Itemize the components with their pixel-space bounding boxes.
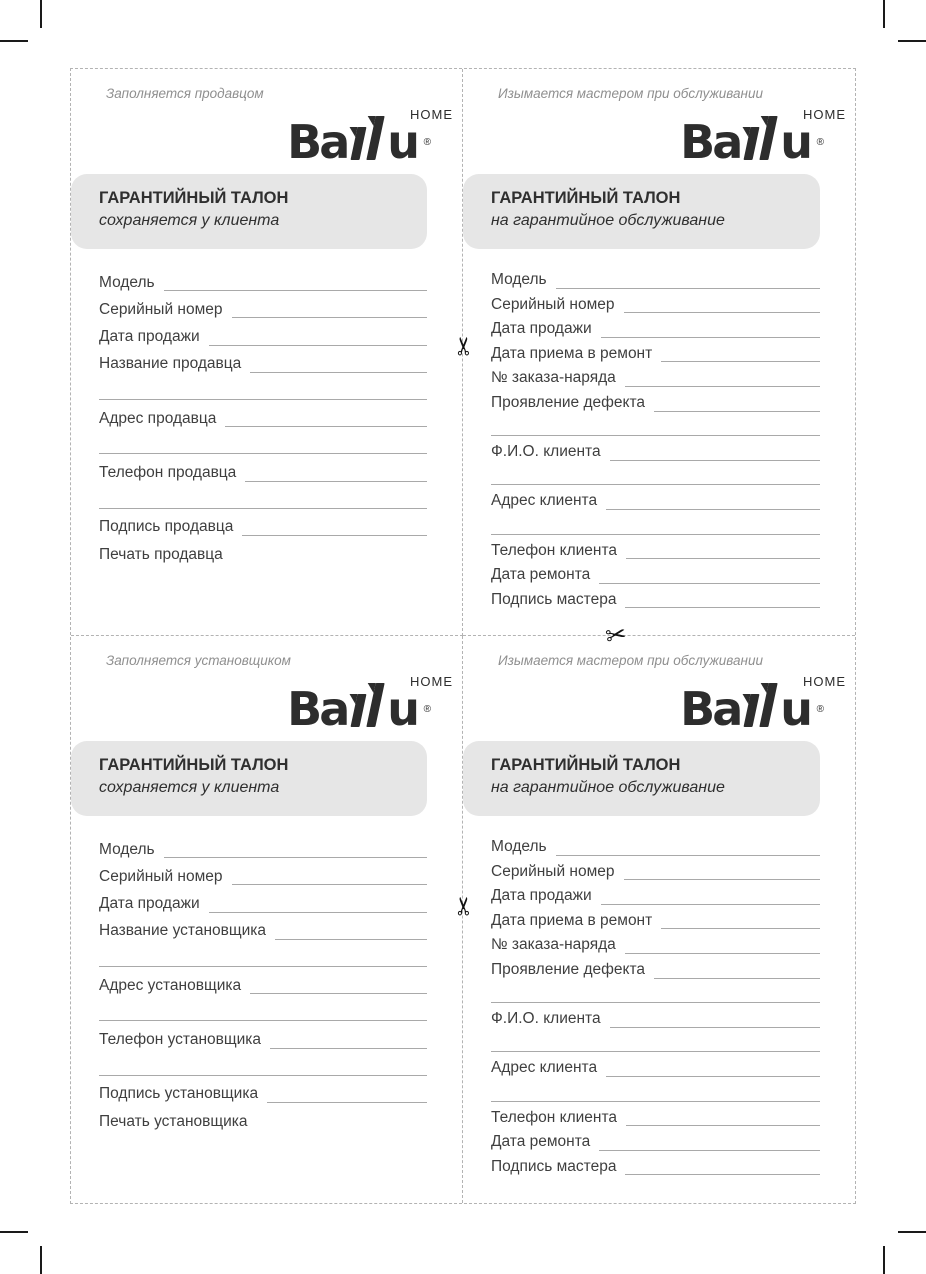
blank-write-line-row [491, 412, 820, 437]
field-label: № заказа-наряда [491, 936, 616, 954]
form-field-row [99, 913, 427, 940]
blank-write-line-row [491, 1077, 820, 1102]
field-label: Телефон установщика [99, 1031, 262, 1048]
card-title-box [463, 741, 820, 816]
field-label: Название продавца [99, 355, 242, 373]
field-label: Печать продавца [99, 545, 223, 563]
blank-write-line-row [491, 510, 820, 535]
warranty-card-service-top [463, 69, 855, 636]
field-label: Телефон клиента [491, 541, 617, 559]
field-label: Дата приема в ремонт [491, 344, 653, 362]
crop-mark-bottom-left-v [40, 1246, 42, 1274]
logo-stroke-icon [760, 116, 778, 160]
logo-text-u: u [780, 115, 810, 170]
write-in-line [626, 1105, 820, 1126]
field-label: Адрес установщика [99, 976, 242, 994]
form-field-row [491, 1003, 820, 1028]
write-in-line [275, 919, 427, 940]
ballu-logo [287, 106, 453, 170]
field-label: Телефон продавца [99, 464, 237, 481]
form-field-row [491, 289, 820, 314]
form-fields [99, 831, 427, 1130]
field-label: Серийный номер [491, 295, 615, 313]
form-field-row [99, 509, 427, 536]
write-in-line [661, 908, 820, 929]
write-in-line [164, 270, 427, 291]
write-in-line [99, 1008, 427, 1021]
form-field-row [491, 485, 820, 510]
field-label: Подпись мастера [491, 1157, 617, 1175]
field-label: Дата продажи [99, 328, 200, 346]
blank-write-line-row [491, 1028, 820, 1053]
card-subtitle: на гарантийное обслуживание [491, 779, 725, 796]
logo-stroke-icon [351, 127, 367, 160]
card-title: ГАРАНТИЙНЫЙ ТАЛОН [491, 189, 681, 207]
logo-stroke-icon [744, 127, 760, 160]
form-field-row [99, 885, 427, 912]
write-in-line [606, 1056, 820, 1077]
write-in-line [624, 859, 821, 880]
write-in-line [242, 515, 427, 536]
write-in-line [654, 391, 820, 412]
scissors-icon: ✂ [449, 335, 479, 357]
form-fields [99, 264, 427, 563]
form-field-row [99, 1021, 427, 1048]
form-fields [491, 264, 820, 608]
fill-note: Заполняется продавцом [106, 86, 264, 101]
form-field-row [491, 905, 820, 930]
form-field-row [491, 929, 820, 954]
write-in-line [601, 317, 820, 338]
fill-note: Заполняется установщиком [106, 653, 291, 668]
form-field-row [99, 400, 427, 427]
field-label: Дата продажи [491, 320, 592, 338]
field-label: Модель [99, 273, 155, 291]
write-in-line [654, 958, 820, 979]
write-in-line [625, 587, 820, 608]
card-subtitle: сохраняется у клиента [99, 779, 280, 796]
write-in-line [232, 864, 428, 885]
form-field-row [491, 954, 820, 979]
form-field-row [99, 858, 427, 885]
field-label: Адрес продавца [99, 409, 217, 427]
logo-home-label: HOME [410, 107, 453, 122]
write-in-line [99, 954, 427, 967]
write-in-line [225, 406, 427, 427]
field-label: Серийный номер [491, 862, 615, 880]
field-label: Проявление дефекта [491, 961, 646, 979]
card-subtitle: сохраняется у клиента [99, 212, 280, 229]
logo-text-ba: Ba [680, 682, 741, 737]
logo-stroke-icon [760, 683, 778, 727]
write-in-line [491, 990, 820, 1003]
crop-mark-top-left-h [0, 40, 28, 42]
crop-mark-bottom-right-h [898, 1231, 926, 1233]
card-subtitle: на гарантийное обслуживание [491, 212, 725, 229]
form-field-row [99, 291, 427, 318]
field-label: Дата продажи [491, 887, 592, 905]
blank-write-line-row [99, 994, 427, 1021]
write-in-line [610, 1007, 820, 1028]
write-in-line [491, 423, 820, 436]
field-label: Подпись установщика [99, 1085, 259, 1103]
logo-stroke-icon [744, 694, 760, 727]
field-label: Серийный номер [99, 867, 223, 885]
registered-trademark-icon: ® [816, 704, 824, 715]
form-field-row [491, 1052, 820, 1077]
field-label: Печать установщика [99, 1112, 248, 1130]
write-in-line [491, 1039, 820, 1052]
registered-trademark-icon: ® [423, 704, 431, 715]
field-label: Дата приема в ремонт [491, 911, 653, 929]
field-label: Модель [491, 271, 547, 289]
write-in-line [99, 1063, 427, 1076]
form-field-row [491, 436, 820, 461]
card-title-box [463, 174, 820, 249]
field-label: Модель [491, 838, 547, 856]
scissors-icon: ✂ [449, 895, 479, 917]
write-in-line [250, 352, 427, 373]
field-label: Название установщика [99, 922, 267, 940]
write-in-line [599, 1130, 820, 1151]
logo-text-u: u [387, 115, 417, 170]
field-label: № заказа-наряда [491, 369, 616, 387]
card-title-box [71, 741, 427, 816]
write-in-line [250, 973, 427, 994]
logo-text-ba: Ba [680, 115, 741, 170]
ballu-logo [287, 673, 453, 737]
field-label: Дата ремонта [491, 566, 591, 584]
form-field-row [99, 454, 427, 481]
write-in-line [606, 489, 820, 510]
logo-stroke-icon [367, 116, 385, 160]
card-title: ГАРАНТИЙНЫЙ ТАЛОН [491, 756, 681, 774]
form-field-row [99, 1076, 427, 1103]
field-label: Ф.И.О. клиента [491, 443, 601, 461]
logo-home-label: HOME [803, 674, 846, 689]
field-label: Подпись продавца [99, 518, 234, 536]
field-label: Модель [99, 840, 155, 858]
field-label: Ф.И.О. клиента [491, 1010, 601, 1028]
field-label: Дата ремонта [491, 1133, 591, 1151]
write-in-line [625, 366, 820, 387]
logo-text-ba: Ba [287, 115, 348, 170]
crop-mark-bottom-right-v [883, 1246, 885, 1274]
crop-mark-top-left-v [40, 0, 42, 28]
ballu-logo [680, 673, 846, 737]
write-in-line [610, 440, 820, 461]
form-field-row [99, 967, 427, 994]
form-field-row [491, 559, 820, 584]
blank-write-line-row [99, 1049, 427, 1076]
form-field-row [491, 856, 820, 881]
logo-text-u: u [780, 682, 810, 737]
registered-trademark-icon: ® [423, 137, 431, 148]
write-in-line [556, 268, 820, 289]
form-field-row [491, 880, 820, 905]
write-in-line [270, 1028, 427, 1049]
write-in-line [164, 837, 427, 858]
blank-write-line-row [99, 940, 427, 967]
field-label: Дата продажи [99, 895, 200, 913]
write-in-line [209, 892, 427, 913]
logo-stroke-icon [351, 694, 367, 727]
blank-write-line-row [491, 461, 820, 486]
field-label: Проявление дефекта [491, 394, 646, 412]
form-field-row [491, 1102, 820, 1127]
form-field-row [99, 318, 427, 345]
write-in-line [661, 341, 820, 362]
field-label: Телефон клиента [491, 1108, 617, 1126]
fill-note: Изымается мастером при обслуживании [498, 86, 763, 101]
logo-stroke-icon [367, 683, 385, 727]
form-field-row [491, 313, 820, 338]
form-field-row [491, 535, 820, 560]
cut-out-sheet [70, 68, 856, 1204]
form-field-row [491, 1151, 820, 1176]
logo-home-label: HOME [410, 674, 453, 689]
form-field-row [491, 264, 820, 289]
write-in-line [625, 1154, 820, 1175]
field-label: Адрес клиента [491, 1059, 598, 1077]
write-in-line [245, 461, 427, 482]
write-in-line [491, 472, 820, 485]
crop-mark-top-right-v [883, 0, 885, 28]
write-in-line [625, 933, 820, 954]
fill-note: Изымается мастером при обслуживании [498, 653, 763, 668]
warranty-card-installer [71, 636, 463, 1203]
write-in-line [599, 563, 820, 584]
write-in-line [491, 522, 820, 535]
form-field-row [99, 831, 427, 858]
write-in-line [626, 538, 820, 559]
write-in-line [624, 292, 821, 313]
write-in-line [601, 884, 820, 905]
form-field-row [99, 536, 427, 563]
card-title-box [71, 174, 427, 249]
form-field-row [99, 1103, 427, 1130]
write-in-line [99, 441, 427, 454]
form-field-row [491, 584, 820, 609]
warranty-card-service-bottom [463, 636, 855, 1203]
registered-trademark-icon: ® [816, 137, 824, 148]
card-title: ГАРАНТИЙНЫЙ ТАЛОН [99, 756, 289, 774]
form-field-row [491, 338, 820, 363]
form-field-row [491, 831, 820, 856]
ballu-logo [680, 106, 846, 170]
blank-write-line-row [99, 482, 427, 509]
write-in-line [99, 387, 427, 400]
write-in-line [267, 1082, 427, 1103]
scissors-icon: ✂ [603, 618, 629, 652]
write-in-line [99, 496, 427, 509]
crop-mark-top-right-h [898, 40, 926, 42]
warranty-card-seller [71, 69, 463, 636]
form-field-row [99, 346, 427, 373]
write-in-line [232, 297, 428, 318]
blank-write-line-row [99, 427, 427, 454]
logo-text-ba: Ba [287, 682, 348, 737]
field-label: Адрес клиента [491, 492, 598, 510]
write-in-line [491, 1089, 820, 1102]
form-field-row [99, 264, 427, 291]
card-title: ГАРАНТИЙНЫЙ ТАЛОН [99, 189, 289, 207]
write-in-line [556, 835, 820, 856]
form-field-row [491, 387, 820, 412]
logo-text-u: u [387, 682, 417, 737]
field-label: Подпись мастера [491, 590, 617, 608]
form-fields [491, 831, 820, 1175]
logo-home-label: HOME [803, 107, 846, 122]
field-label: Серийный номер [99, 300, 223, 318]
write-in-line [209, 325, 427, 346]
form-field-row [491, 1126, 820, 1151]
blank-write-line-row [491, 979, 820, 1004]
crop-mark-bottom-left-h [0, 1231, 28, 1233]
form-field-row [491, 362, 820, 387]
blank-write-line-row [99, 373, 427, 400]
